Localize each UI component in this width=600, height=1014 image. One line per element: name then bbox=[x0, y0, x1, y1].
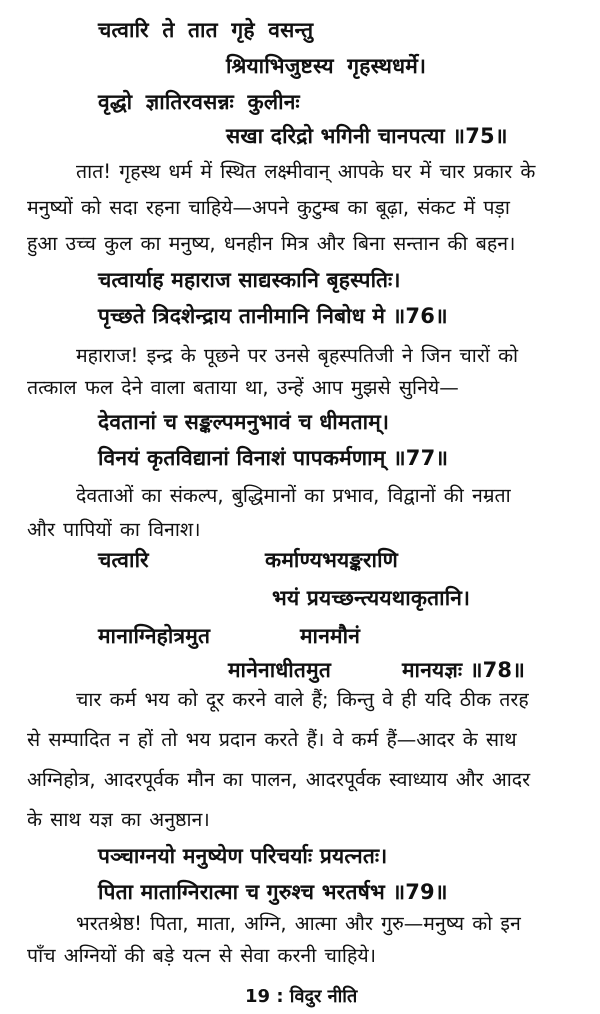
verse-75-line-3: वृद्धो ज्ञातिरवसन्नः कुलीनः bbox=[98, 90, 300, 114]
verse-75-line-4: सखा दरिद्रो भगिनी चानपत्या ॥75॥ bbox=[226, 124, 508, 148]
prose-78-line-2: से सम्पादित न हों तो भय प्रदान करते हैं। वे कर्म हैं—आदर के साथ bbox=[27, 728, 517, 751]
verse-77-line-2: विनयं कृतविद्यानां विनाशं पापकर्मणाम् ॥77॥ bbox=[98, 446, 449, 470]
prose-75-line-1: तात! गृहस्थ धर्म में स्थित लक्ष्मीवान् आपके घर में चार प्रकार के bbox=[76, 160, 536, 183]
verse-78-line-3b: मानमौनं bbox=[300, 624, 361, 648]
prose-78-line-4: के साथ यज्ञ का अनुष्ठान। bbox=[27, 808, 210, 831]
verse-76-line-1: चत्वार्याह महाराज साद्यस्कानि बृहस्पतिः। bbox=[98, 268, 401, 292]
verse-76-line-2: पृच्छते त्रिदशेन्द्राय तानीमानि निबोध मे ॥76॥ bbox=[98, 304, 448, 328]
verse-79-line-1: पञ्चाग्नयो मनुष्येण परिचर्याः प्रयत्नतः। bbox=[98, 844, 388, 868]
verse-77-line-1: देवतानां च सङ्कल्पमनुभावं च धीमताम्। bbox=[98, 410, 390, 434]
prose-76-line-2: तत्काल फल देने वाला बताया था, उन्हें आप मुझसे सुनिये— bbox=[27, 376, 459, 399]
verse-78-line-4b: मानयज्ञः ॥78॥ bbox=[402, 658, 526, 682]
prose-75-line-3: हुआ उच्च कुल का मनुष्य, धनहीन मित्र और बिना सन्तान की बहन। bbox=[27, 232, 516, 255]
prose-78-line-1: चार कर्म भय को दूर करने वाले हैं; किन्तु वे ही यदि ठीक तरह bbox=[76, 688, 529, 711]
verse-75-line-1: चत्वारि ते तात गृहे वसन्तु bbox=[98, 18, 314, 42]
prose-78-line-3: अग्निहोत्र, आदरपूर्वक मौन का पालन, आदरपूर्वक स्वाध्याय और आदर bbox=[27, 768, 531, 791]
verse-78-line-3a: मानाग्निहोत्रमुत bbox=[98, 624, 211, 648]
verse-78-line-2: भयं प्रयच्छन्त्ययथाकृतानि। bbox=[272, 586, 471, 610]
prose-79-line-1: भरतश्रेष्ठ! पिता, माता, अग्नि, आत्मा और गुरु—मनुष्य को इन bbox=[76, 912, 521, 935]
page-footer: 19 : विदुर नीति bbox=[245, 986, 358, 1007]
verse-78-line-1a: चत्वारि bbox=[98, 548, 149, 572]
prose-77-line-2: और पापियों का विनाश। bbox=[27, 518, 201, 541]
prose-75-line-2: मनुष्यों को सदा रहना चाहिये—अपने कुटुम्ब का बूढ़ा, संकट में पड़ा bbox=[27, 196, 510, 219]
prose-76-line-1: महाराज! इन्द्र के पूछने पर उनसे बृहस्पतिजी ने जिन चारों को bbox=[76, 344, 519, 367]
prose-77-line-1: देवताओं का संकल्प, बुद्धिमानों का प्रभाव, विद्वानों की नम्रता bbox=[76, 484, 511, 507]
verse-78-line-1b: कर्माण्यभयङ्कराणि bbox=[265, 548, 398, 572]
prose-79-line-2: पाँच अग्नियों की बड़े यत्न से सेवा करनी चाहिये। bbox=[27, 944, 377, 967]
verse-79-line-2: पिता माताग्निरात्मा च गुरुश्च भरतर्षभ ॥79॥ bbox=[98, 880, 448, 904]
verse-78-line-4a: मानेनाधीतमुत bbox=[228, 658, 331, 682]
verse-75-line-2: श्रियाभिजुष्टस्य गृहस्थधर्मे। bbox=[226, 54, 427, 78]
